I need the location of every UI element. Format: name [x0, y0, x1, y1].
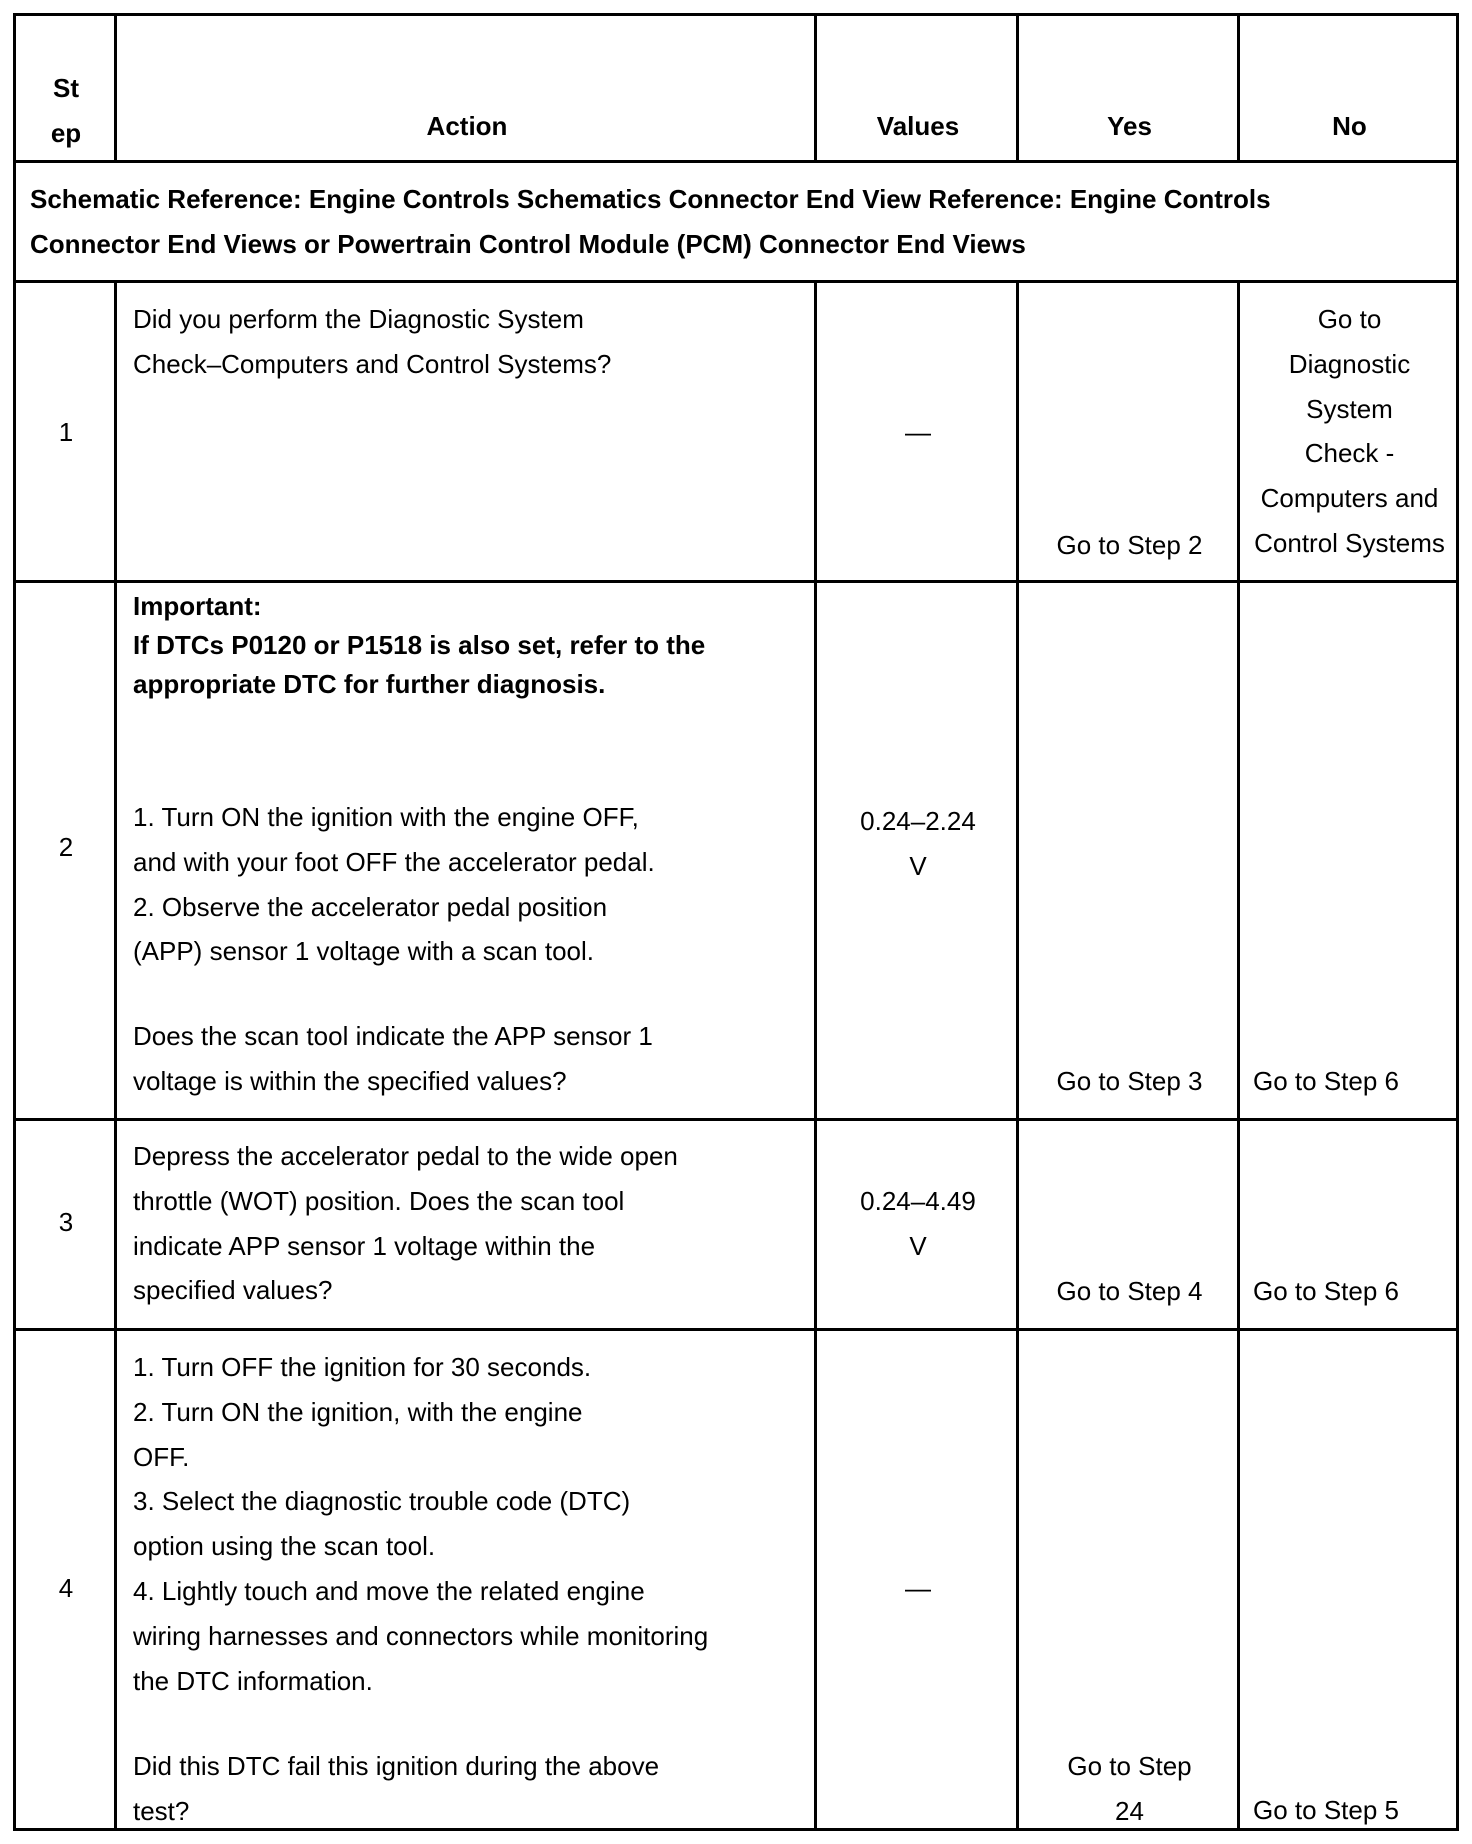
step-number: 1: [58, 417, 74, 447]
table-border-left: [13, 13, 16, 1831]
row-divider: [13, 580, 1459, 583]
action-text: 1. Turn OFF the ignition for 30 seconds. 2. Turn ON the ignition, with the engine OFF. 3. Select the diagnostic trouble code (DTC) option using the scan tool. 4. Lightly touch and move the related engine wiring harnesses and connectors while monitoring the DTC information.: [133, 1352, 709, 1696]
important-note: Important: If DTCs P0120 or P1518 is also set, refer to the appropriate DTC for further diagnosis.: [133, 591, 706, 699]
no-link[interactable]: Go to Step 6: [1253, 1276, 1399, 1306]
no-link[interactable]: Go to Diagnostic System Check - Computers and Control Systems: [1254, 304, 1445, 558]
row-divider: [13, 1118, 1459, 1121]
yes-link[interactable]: Go to Step 3: [1056, 1066, 1203, 1096]
yes-link[interactable]: Go to Step 24: [1067, 1751, 1192, 1826]
header-step: St ep: [50, 73, 82, 148]
action-text: 1. Turn ON the ignition with the engine OFF, and with your foot OFF the accelerator pedal. 2. Observe the accelerator pedal position (APP) sensor 1 voltage with a scan tool.: [133, 802, 655, 967]
header-no: No: [1332, 111, 1367, 141]
action-text: Depress the accelerator pedal to the wide open throttle (WOT) position. Does the scan tool indicate APP sensor 1 voltage within the specified values?: [133, 1141, 678, 1306]
yes-link[interactable]: Go to Step 2: [1056, 530, 1203, 560]
step-number: 2: [58, 832, 74, 862]
row-divider: [13, 1328, 1459, 1331]
row-divider: [13, 160, 1459, 163]
action-text: Did you perform the Diagnostic System Check–Computers and Control Systems?: [133, 304, 612, 379]
value-text: 0.24–2.24 V: [860, 806, 976, 881]
table-border-top: [13, 13, 1459, 16]
table-border-right: [1456, 13, 1459, 1831]
action-question: Did this DTC fail this ignition during the above test?: [133, 1751, 660, 1826]
yes-link[interactable]: Go to Step 4: [1056, 1276, 1203, 1306]
value-text: —: [905, 1573, 931, 1603]
header-yes: Yes: [1107, 111, 1152, 141]
value-text: —: [905, 417, 931, 447]
header-action: Action: [426, 111, 508, 141]
header-values: Values: [876, 111, 960, 141]
no-link[interactable]: Go to Step 5: [1253, 1795, 1399, 1825]
step-number: 3: [58, 1207, 74, 1237]
action-question: Does the scan tool indicate the APP sensor 1 voltage is within the specified values?: [133, 1021, 653, 1096]
schematic-reference: Schematic Reference: Engine Controls Schematics Connector End View Reference: Engine Controls Connector End Views or Powertrain Control Module (PCM) Connector End Views: [30, 184, 1271, 259]
row-divider: [13, 280, 1459, 283]
value-text: 0.24–4.49 V: [860, 1186, 976, 1261]
no-link[interactable]: Go to Step 6: [1253, 1066, 1399, 1096]
step-number: 4: [58, 1573, 74, 1603]
